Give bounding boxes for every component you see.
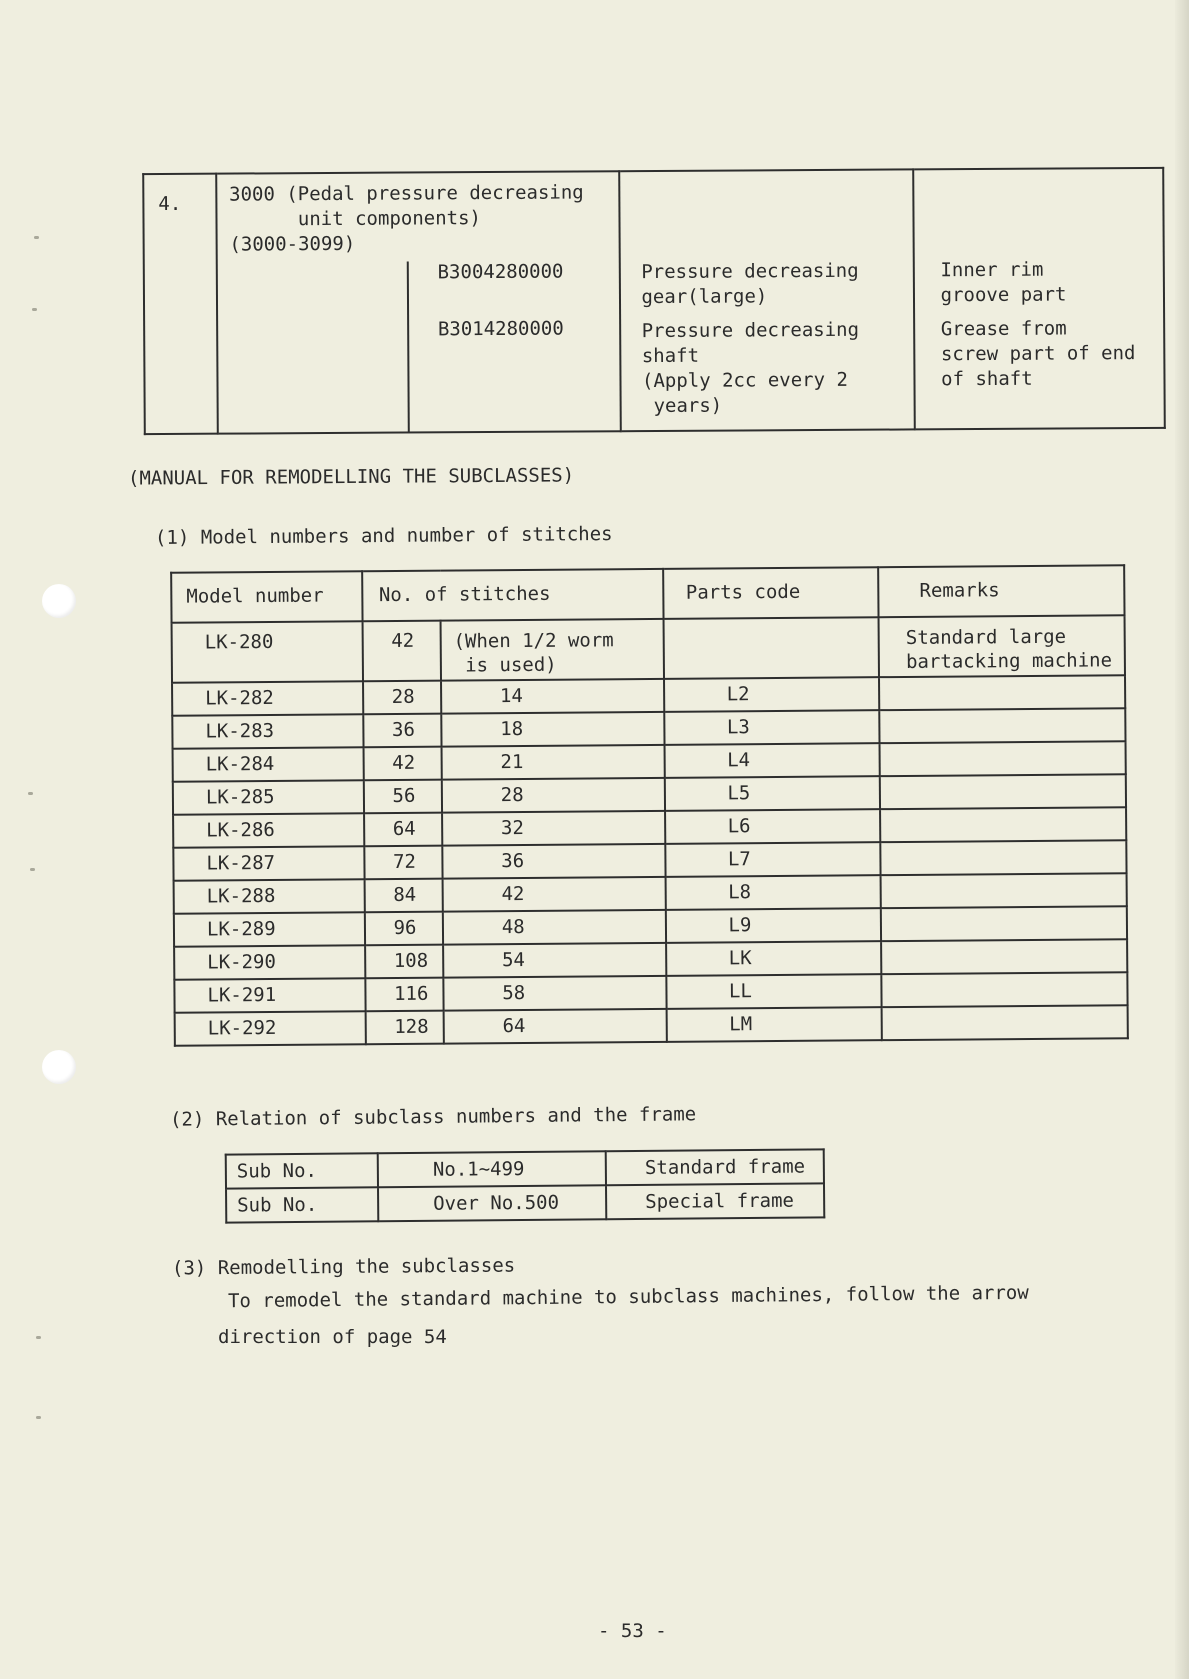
parts-code-cell: L4 (664, 743, 880, 778)
stitches-cell: 128 (365, 1011, 443, 1045)
table-row (175, 1005, 1128, 1045)
worm-stitches-cell: 42 (442, 877, 665, 912)
table-row (226, 1149, 824, 1188)
sub-range-cell: Over No.500 (378, 1185, 606, 1221)
worm-stitches-cell: 48 (443, 910, 666, 945)
part-line: shaft (641, 344, 700, 368)
model-cell: LK-284 (173, 747, 364, 781)
remarks-cell (880, 774, 1126, 809)
unit-description-text (229, 180, 584, 257)
worm-stitches-cell: 32 (442, 811, 665, 846)
worm-stitches-cell: 58 (443, 976, 666, 1011)
part-line: gear(large) (641, 285, 768, 309)
method-item (941, 316, 1164, 392)
model-stitches-table (170, 564, 1129, 1046)
paper-speck (30, 868, 35, 871)
sub-label-cell: Sub No. (226, 1153, 378, 1188)
stitches-cell: 42 (362, 621, 441, 682)
page-edge-shadow (1175, 0, 1189, 1679)
header-model-number: Model number (171, 571, 362, 622)
model-cell: LK-285 (173, 780, 364, 814)
stitches-cell: 72 (364, 846, 442, 880)
page-number: - 53 - (598, 1620, 667, 1642)
method-line: of shaft (941, 367, 1033, 391)
remarks-cell (881, 906, 1127, 941)
paper-speck (28, 792, 33, 795)
parts-code-cell: L9 (665, 908, 881, 943)
parts-code-cell: L2 (664, 677, 880, 712)
paper-speck (36, 1416, 41, 1419)
worm-stitches-cell: 28 (442, 778, 665, 813)
note-line: (When 1/2 worm (453, 629, 614, 653)
section3-instruction: To remodel the standard machine to subclass machines, follow the arrow (227, 1281, 1029, 1313)
note-line: is used) (453, 653, 557, 677)
stitches-cell: 96 (364, 912, 442, 946)
model-cell: LK-290 (174, 945, 365, 979)
desc-line: 3000 (Pedal pressure decreasing (229, 181, 584, 206)
remarks-cell (882, 1005, 1128, 1040)
stitches-cell: 42 (363, 747, 441, 781)
model-cell: LK-292 (175, 1011, 366, 1045)
parts-code-cell (663, 617, 879, 679)
part-line: Pressure decreasing (641, 318, 860, 343)
section3-instruction-continued: direction of page 54 (218, 1326, 447, 1348)
part-line: years) (642, 394, 723, 418)
model-cell: LK-287 (173, 846, 364, 880)
worm-stitches-cell: 36 (442, 844, 665, 879)
stitches-cell: 108 (365, 945, 443, 979)
worm-stitches-cell: 64 (443, 1009, 666, 1044)
method-line: groove part (940, 283, 1067, 307)
item-number: 4. (143, 174, 217, 434)
remarks-line: Standard large (905, 625, 1067, 649)
model-cell: LK-289 (174, 912, 365, 946)
unit-description (216, 171, 621, 433)
part-name (642, 317, 914, 419)
method-line: screw part of end (940, 342, 1136, 366)
worm-note-cell (440, 619, 663, 681)
section2-title: (2) Relation of subclass numbers and the frame (169, 1103, 697, 1131)
remarks-cell (881, 939, 1127, 974)
manual-title: (MANUAL FOR REMODELLING THE SUBCLASSES) (127, 464, 575, 490)
parts-code-cell: LL (666, 974, 882, 1009)
stitches-cell: 64 (364, 813, 442, 847)
method-item (940, 257, 1163, 308)
table-row (226, 1183, 824, 1222)
remarks-cell (882, 972, 1128, 1007)
model-cell: LK-291 (174, 978, 365, 1012)
binder-hole-upper (42, 584, 76, 618)
stitches-cell: 56 (363, 780, 441, 814)
header-stitches: No. of stitches (362, 569, 663, 621)
worm-stitches-cell: 18 (441, 712, 664, 747)
model-cell: LK-280 (172, 621, 363, 682)
stitches-cell: 84 (364, 879, 442, 913)
remarks-cell (879, 615, 1125, 677)
parts-code-cell: L8 (665, 875, 881, 910)
remarks-cell (880, 741, 1126, 776)
paper-speck (36, 1336, 41, 1339)
remarks-cell (880, 840, 1126, 875)
subclass-frame-table (225, 1148, 826, 1223)
worm-stitches-cell: 54 (443, 943, 666, 978)
model-cell: LK-286 (173, 813, 364, 847)
sub-label-cell: Sub No. (226, 1187, 378, 1222)
desc-line: (3000-3099) (229, 232, 356, 256)
parts-code-cell: L5 (664, 776, 880, 811)
parts-code-cell: L3 (664, 710, 880, 745)
part-line: (Apply 2cc every 2 (641, 368, 848, 393)
stitches-cell: 28 (363, 681, 441, 715)
header-parts-code: Parts code (663, 567, 879, 619)
binder-hole-lower (42, 1050, 76, 1084)
cell-divider (407, 261, 410, 431)
section1-title: (1) Model numbers and number of stitches (154, 523, 613, 549)
lubrication-table (142, 167, 1166, 435)
parts-code-cell: L6 (665, 809, 881, 844)
lubrication-row (143, 168, 1165, 434)
worm-stitches-cell: 21 (441, 745, 664, 780)
part-line: Pressure decreasing (641, 259, 859, 284)
remarks-cell (879, 675, 1125, 710)
paper-speck (34, 236, 39, 239)
sub-range-cell: No.1~499 (378, 1151, 606, 1187)
remarks-line: bartacking machine (905, 649, 1113, 673)
model-cell: LK-283 (172, 714, 363, 748)
worm-stitches-cell: 14 (441, 679, 664, 714)
part-names (620, 169, 915, 431)
part-name (641, 258, 912, 310)
method-line: Grease from (940, 317, 1067, 341)
lubrication-method (913, 168, 1165, 430)
remarks-cell (881, 873, 1127, 908)
remarks-cell (880, 807, 1126, 842)
remarks-cell (879, 708, 1125, 743)
stitches-cell: 116 (365, 978, 443, 1012)
method-line: Inner rim (940, 258, 1044, 282)
part-code: B3004280000 (437, 260, 564, 284)
paper-speck (32, 308, 37, 311)
parts-code-cell: L7 (665, 842, 881, 877)
frame-type-cell: Standard frame (606, 1149, 824, 1185)
header-remarks: Remarks (878, 565, 1124, 617)
frame-type-cell: Special frame (606, 1183, 824, 1219)
section3-title: (3) Remodelling the subclasses (171, 1254, 516, 1280)
model-cell: LK-288 (174, 879, 365, 913)
part-code: B3014280000 (437, 317, 564, 341)
parts-code-cell: LK (666, 941, 882, 976)
stitches-cell: 36 (363, 714, 441, 748)
parts-code-cell: LM (666, 1007, 882, 1042)
table-row (172, 615, 1125, 682)
model-cell: LK-282 (172, 681, 363, 715)
table-header-row (171, 565, 1124, 622)
desc-line: unit components) (229, 207, 481, 231)
